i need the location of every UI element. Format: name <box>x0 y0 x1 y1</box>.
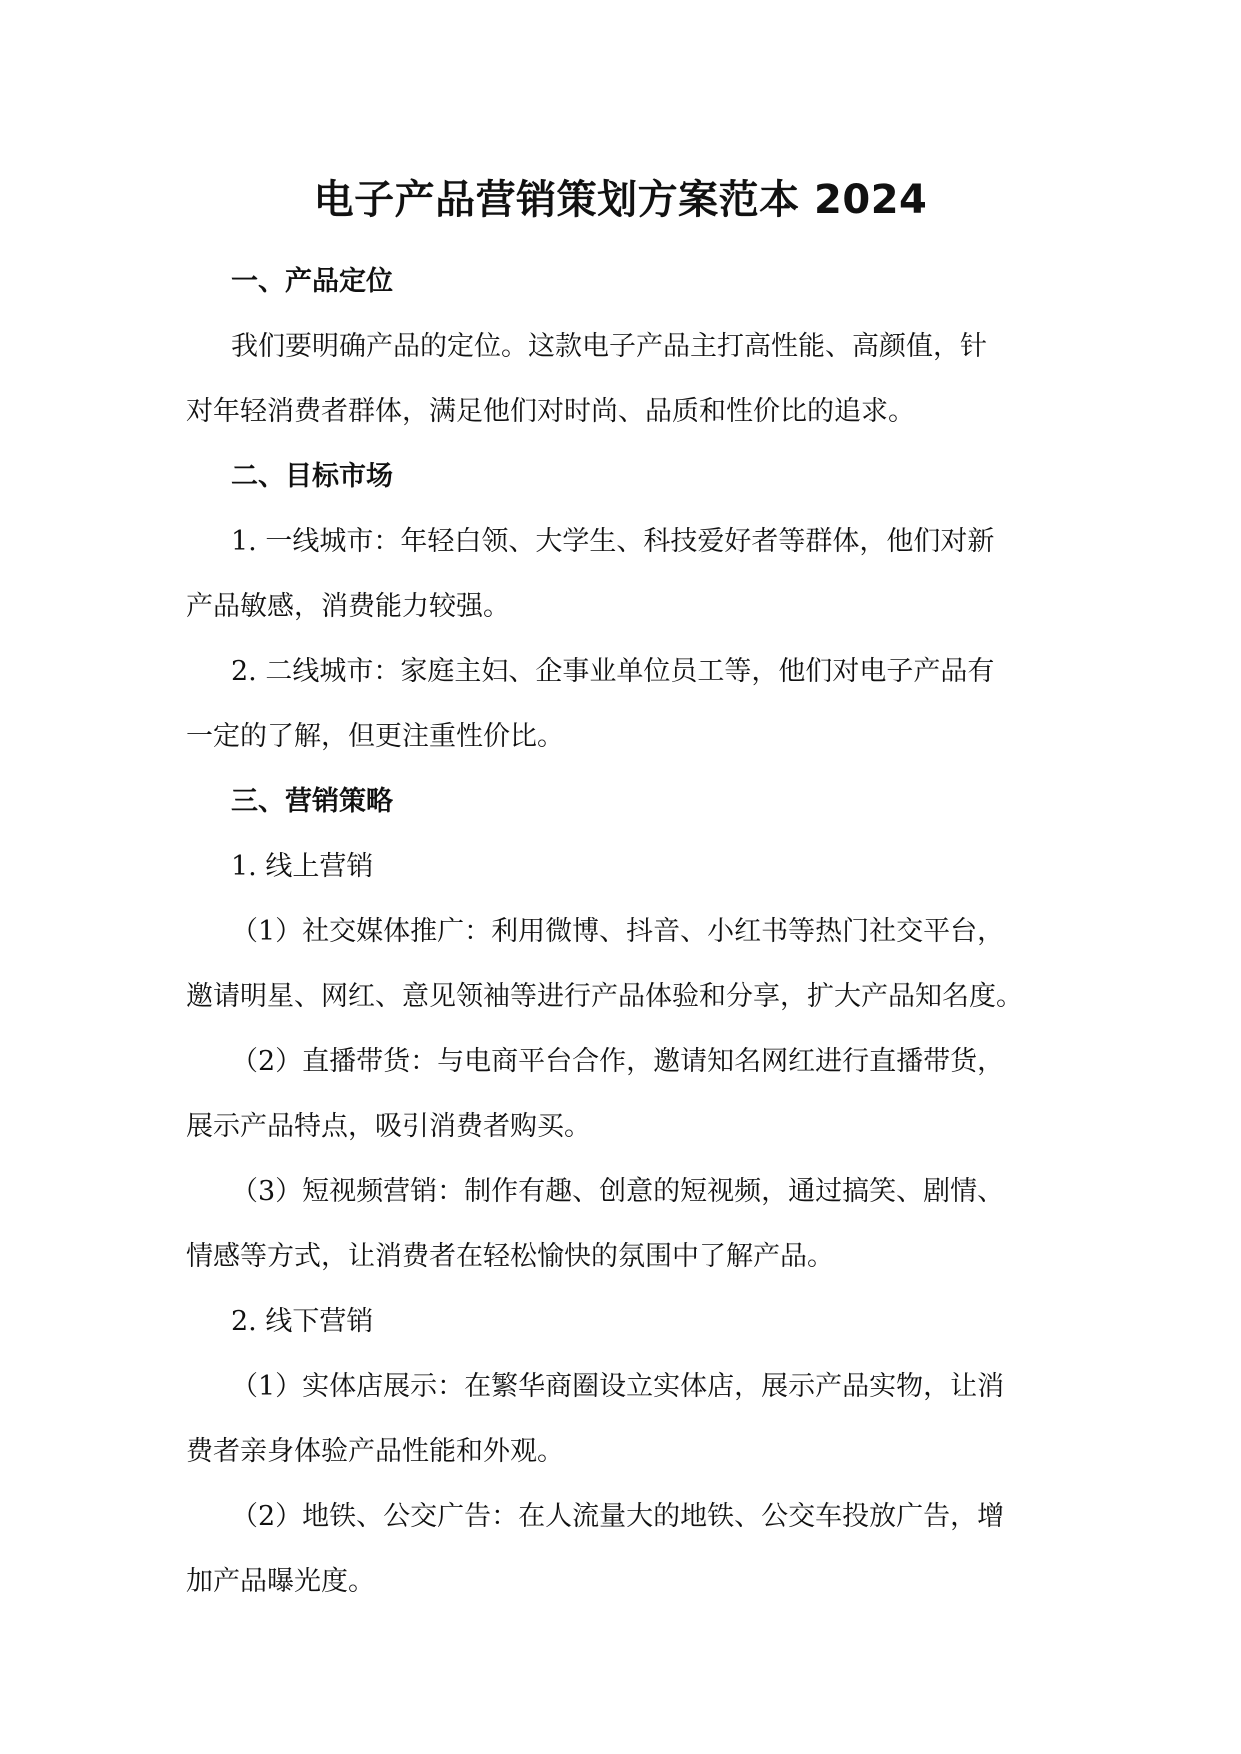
paragraph-line: 我们要明确产品的定位。这款电子产品主打高性能、高颜值，针 <box>231 331 987 362</box>
paragraph-line: 费者亲身体验产品性能和外观。 <box>186 1436 564 1467</box>
paragraph-line: 邀请明星、网红、意见领袖等进行产品体验和分享，扩大产品知名度。 <box>186 981 1023 1012</box>
subheading-online-marketing: 1. 线上营销 <box>231 851 374 882</box>
paragraph-line: 2. 二线城市：家庭主妇、企事业单位员工等，他们对电子产品有 <box>231 656 995 687</box>
paragraph-line: 展示产品特点，吸引消费者购买。 <box>186 1111 591 1142</box>
paragraph-line: （2）直播带货：与电商平台合作，邀请知名网红进行直播带货， <box>231 1046 1005 1077</box>
paragraph-line: 对年轻消费者群体，满足他们对时尚、品质和性价比的追求。 <box>186 396 915 427</box>
document-title: 电子产品营销策划方案范本 2024 <box>313 177 928 223</box>
paragraph-line: 加产品曝光度。 <box>186 1566 375 1597</box>
section-heading-product-positioning: 一、产品定位 <box>231 266 393 297</box>
subheading-offline-marketing: 2. 线下营销 <box>231 1306 374 1337</box>
paragraph-line: 一定的了解，但更注重性价比。 <box>186 721 564 752</box>
paragraph-line: 情感等方式，让消费者在轻松愉快的氛围中了解产品。 <box>186 1241 834 1272</box>
paragraph-line: （1）实体店展示：在繁华商圈设立实体店，展示产品实物，让消 <box>231 1371 1005 1402</box>
paragraph-line: 1. 一线城市：年轻白领、大学生、科技爱好者等群体，他们对新 <box>231 526 995 557</box>
paragraph-line: （1）社交媒体推广：利用微博、抖音、小红书等热门社交平台， <box>231 916 1005 947</box>
section-heading-marketing-strategy: 三、营销策略 <box>231 786 393 817</box>
paragraph-line: （3）短视频营销：制作有趣、创意的短视频，通过搞笑、剧情、 <box>231 1176 1005 1207</box>
section-heading-target-market: 二、目标市场 <box>231 461 393 492</box>
paragraph-line: 产品敏感，消费能力较强。 <box>186 591 510 622</box>
paragraph-line: （2）地铁、公交广告：在人流量大的地铁、公交车投放广告，增 <box>231 1501 1005 1532</box>
